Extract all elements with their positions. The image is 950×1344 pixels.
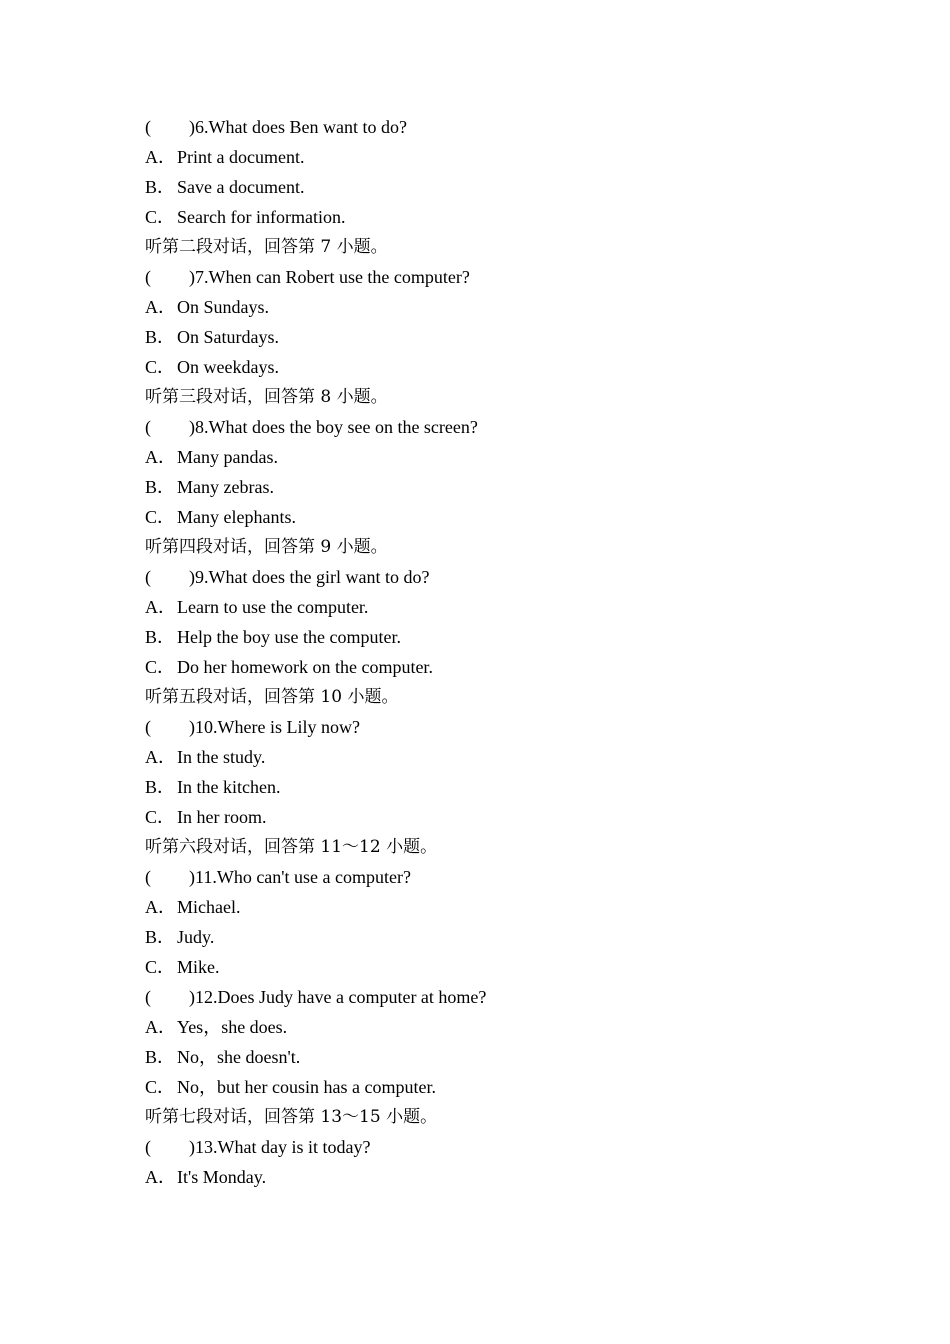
option-line xyxy=(145,952,845,982)
option-text: On weekdays. xyxy=(177,357,279,377)
option-line xyxy=(145,1042,845,1072)
question-text: )12.Does Judy have a computer at home? xyxy=(189,987,487,1007)
option-line xyxy=(145,352,845,382)
answer-blank-paren: ( xyxy=(145,267,151,287)
question-text: )6.What does Ben want to do? xyxy=(189,117,407,137)
option-line xyxy=(145,1012,845,1042)
question-line xyxy=(145,262,845,292)
option-letter: C． xyxy=(145,507,176,527)
option-text: In her room. xyxy=(177,807,267,827)
option-line xyxy=(145,652,845,682)
option-text: Judy. xyxy=(177,927,215,947)
option-line xyxy=(145,502,845,532)
answer-blank-paren: ( xyxy=(145,567,151,587)
option-line xyxy=(145,172,845,202)
option-text: In the study. xyxy=(177,747,266,767)
option-letter: A． xyxy=(145,897,176,917)
option-letter: C． xyxy=(145,657,176,677)
option-text: On Saturdays. xyxy=(177,327,279,347)
option-letter: C． xyxy=(145,807,176,827)
exam-content xyxy=(145,112,845,1192)
option-text: Michael. xyxy=(177,897,241,917)
answer-blank-paren: ( xyxy=(145,1137,151,1157)
option-text: Learn to use the computer. xyxy=(177,597,369,617)
option-text: Yes，she does. xyxy=(177,1017,288,1037)
question-line xyxy=(145,412,845,442)
option-letter: B． xyxy=(145,1047,176,1067)
question-line xyxy=(145,1132,845,1162)
option-text: It's Monday. xyxy=(177,1167,267,1187)
option-letter: A． xyxy=(145,1167,176,1187)
answer-blank-paren: ( xyxy=(145,867,151,887)
option-letter: A． xyxy=(145,597,176,617)
question-line xyxy=(145,982,845,1012)
question-line xyxy=(145,562,845,592)
option-text: Save a document. xyxy=(177,177,305,197)
question-line xyxy=(145,712,845,742)
option-letter: C． xyxy=(145,357,176,377)
question-line xyxy=(145,862,845,892)
option-letter: A． xyxy=(145,1017,176,1037)
option-line xyxy=(145,1072,845,1102)
option-line xyxy=(145,802,845,832)
question-text: )8.What does the boy see on the screen? xyxy=(189,417,478,437)
option-text: On Sundays. xyxy=(177,297,270,317)
option-line xyxy=(145,472,845,502)
option-text: In the kitchen. xyxy=(177,777,281,797)
answer-blank-paren: ( xyxy=(145,987,151,1007)
option-letter: A． xyxy=(145,447,176,467)
option-letter: B． xyxy=(145,777,176,797)
section-instruction: 听第六段对话，回答第 11～12 小题。 xyxy=(145,837,438,857)
option-line xyxy=(145,622,845,652)
option-line xyxy=(145,742,845,772)
option-letter: B． xyxy=(145,627,176,647)
option-letter: A． xyxy=(145,297,176,317)
option-text: Many pandas. xyxy=(177,447,278,467)
option-text: Search for information. xyxy=(177,207,346,227)
option-line xyxy=(145,892,845,922)
question-text: )9.What does the girl want to do? xyxy=(189,567,430,587)
option-text: No，she doesn't. xyxy=(177,1047,301,1067)
section-instruction: 听第二段对话，回答第 7 小题。 xyxy=(145,237,388,257)
option-letter: A． xyxy=(145,747,176,767)
option-letter: C． xyxy=(145,957,176,977)
option-line xyxy=(145,322,845,352)
section-instruction: 听第四段对话，回答第 9 小题。 xyxy=(145,537,388,557)
question-text: )13.What day is it today? xyxy=(189,1137,371,1157)
option-letter: C． xyxy=(145,1077,176,1097)
option-line xyxy=(145,592,845,622)
option-letter: B． xyxy=(145,477,176,497)
question-text: )10.Where is Lily now? xyxy=(189,717,360,737)
answer-blank-paren: ( xyxy=(145,717,151,737)
option-text: Help the boy use the computer. xyxy=(177,627,401,647)
option-line xyxy=(145,442,845,472)
section-instruction: 听第五段对话，回答第 10 小题。 xyxy=(145,687,399,707)
option-text: Many zebras. xyxy=(177,477,274,497)
answer-blank-paren: ( xyxy=(145,417,151,437)
option-letter: B． xyxy=(145,327,176,347)
option-text: Many elephants. xyxy=(177,507,296,527)
option-line xyxy=(145,772,845,802)
question-text: )11.Who can't use a computer? xyxy=(189,867,411,887)
section-instruction: 听第三段对话，回答第 8 小题。 xyxy=(145,387,388,407)
option-line xyxy=(145,142,845,172)
option-line xyxy=(145,922,845,952)
question-line xyxy=(145,112,845,142)
option-text: Mike. xyxy=(177,957,220,977)
option-letter: B． xyxy=(145,927,176,947)
option-line xyxy=(145,1162,845,1192)
option-line xyxy=(145,292,845,322)
option-text: Do her homework on the computer. xyxy=(177,657,433,677)
option-line xyxy=(145,202,845,232)
option-text: No，but her cousin has a computer. xyxy=(177,1077,436,1097)
option-text: Print a document. xyxy=(177,147,305,167)
option-letter: B． xyxy=(145,177,176,197)
question-text: )7.When can Robert use the computer? xyxy=(189,267,470,287)
option-letter: A． xyxy=(145,147,176,167)
answer-blank-paren: ( xyxy=(145,117,151,137)
section-instruction: 听第七段对话，回答第 13～15 小题。 xyxy=(145,1107,438,1127)
option-letter: C． xyxy=(145,207,176,227)
